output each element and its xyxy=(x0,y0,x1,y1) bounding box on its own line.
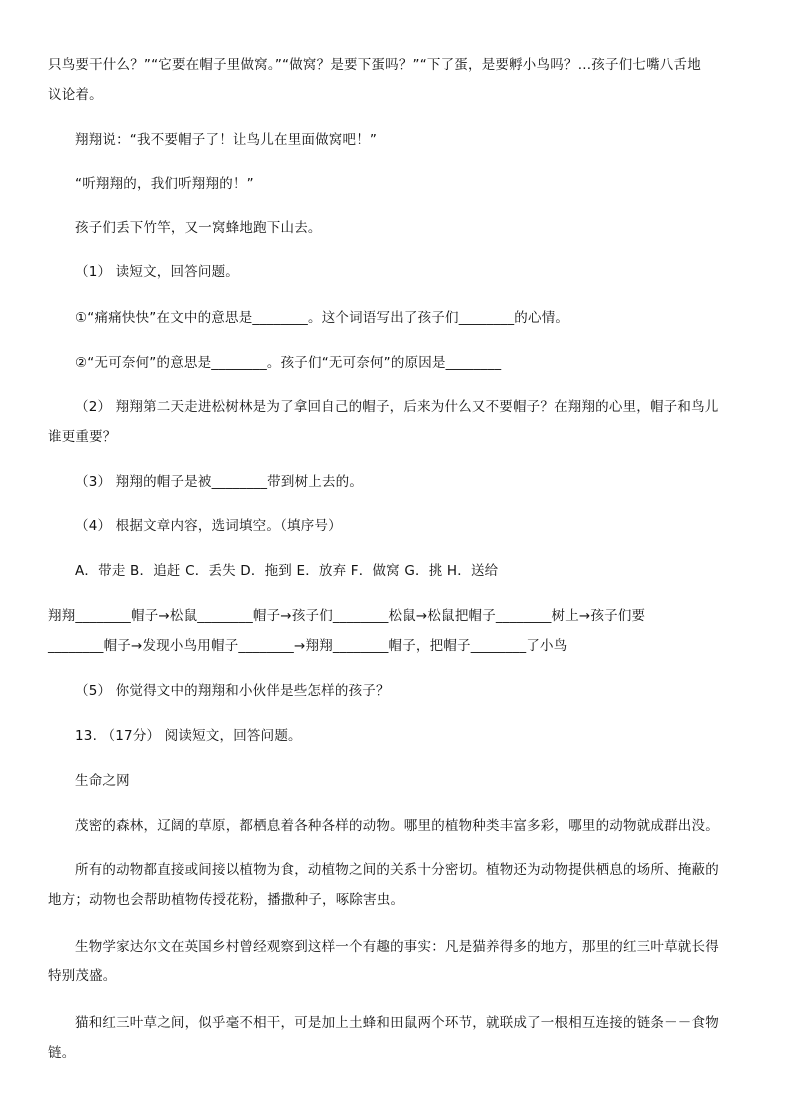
passage-paragraph: 所有的动物都直接或间接以植物为食，动植物之间的关系十分密切。植物还为动物提供栖息的场所、掩蔽的 xyxy=(75,862,719,878)
question-4-heading: （4） 根据文章内容，选词填空。（填序号） xyxy=(75,518,342,534)
text-line: 翔翔说：“我不要帽子了！让鸟儿在里面做窝吧！” xyxy=(75,132,378,148)
question-1-heading: （1） 读短文，回答问题。 xyxy=(75,264,239,280)
question-1-item-2: ②“无可奈何”的意思是________。孩子们“无可奈何”的原因是________ xyxy=(75,355,502,371)
text-line: 只鸟要干什么？”“它要在帽子里做窝。”“做窝？是要下蛋吗？”“下了蛋，是要孵小鸟吗？…孩子们七嘴八舌地 xyxy=(48,57,701,73)
passage-paragraph: 茂密的森林，辽阔的草原，都栖息着各种各样的动物。哪里的植物种类丰富多彩，哪里的动物就成群出没。 xyxy=(75,818,719,834)
question-1-item-1: ①“痛痛快快”在文中的意思是________。这个词语写出了孩子们________的心情。 xyxy=(75,310,570,326)
question-4-fill-line-2: ________帽子→发现小鸟用帽子________→翔翔________帽子，把帽子________了小鸟 xyxy=(48,638,568,654)
question-3: （3） 翔翔的帽子是被________带到树上去的。 xyxy=(75,474,364,490)
passage-paragraph: 生物学家达尔文在英国乡村曾经观察到这样一个有趣的事实：凡是猫养得多的地方，那里的红三叶草就长得 xyxy=(75,939,719,955)
text-line: “听翔翔的，我们听翔翔的！” xyxy=(75,176,254,192)
text-line: 孩子们丢下竹竿，又一窝蜂地跑下山去。 xyxy=(75,220,322,236)
passage-paragraph: 特别茂盛。 xyxy=(48,968,117,984)
question-4-fill-line-1: 翔翔________帽子→松鼠________帽子→孩子们________松鼠→松鼠把帽子________树上→孩子们要 xyxy=(48,608,646,624)
question-2-line-1: （2） 翔翔第二天走进松树林是为了拿回自己的帽子，后来为什么又不要帽子？在翔翔的心里，帽子和鸟儿 xyxy=(75,399,719,415)
question-4-options: A．带走 B．追赶 C．丢失 D．拖到 E．放弃 F．做窝 G．挑 H．送给 xyxy=(75,563,499,579)
question-2-line-2: 谁更重要？ xyxy=(48,429,117,445)
question-13-heading: 13. （17分） 阅读短文，回答问题。 xyxy=(75,728,302,744)
passage-title: 生命之网 xyxy=(75,773,130,789)
passage-paragraph: 猫和红三叶草之间，似乎毫不相干，可是加上土蜂和田鼠两个环节，就联成了一根相互连接的链条－－食物 xyxy=(75,1015,719,1031)
text-line: 议论着。 xyxy=(48,87,103,103)
question-5: （5） 你觉得文中的翔翔和小伙伴是些怎样的孩子？ xyxy=(75,683,390,699)
passage-paragraph: 地方；动物也会帮助植物传授花粉，播撒种子，啄除害虫。 xyxy=(48,892,405,908)
passage-paragraph: 链。 xyxy=(48,1045,76,1061)
